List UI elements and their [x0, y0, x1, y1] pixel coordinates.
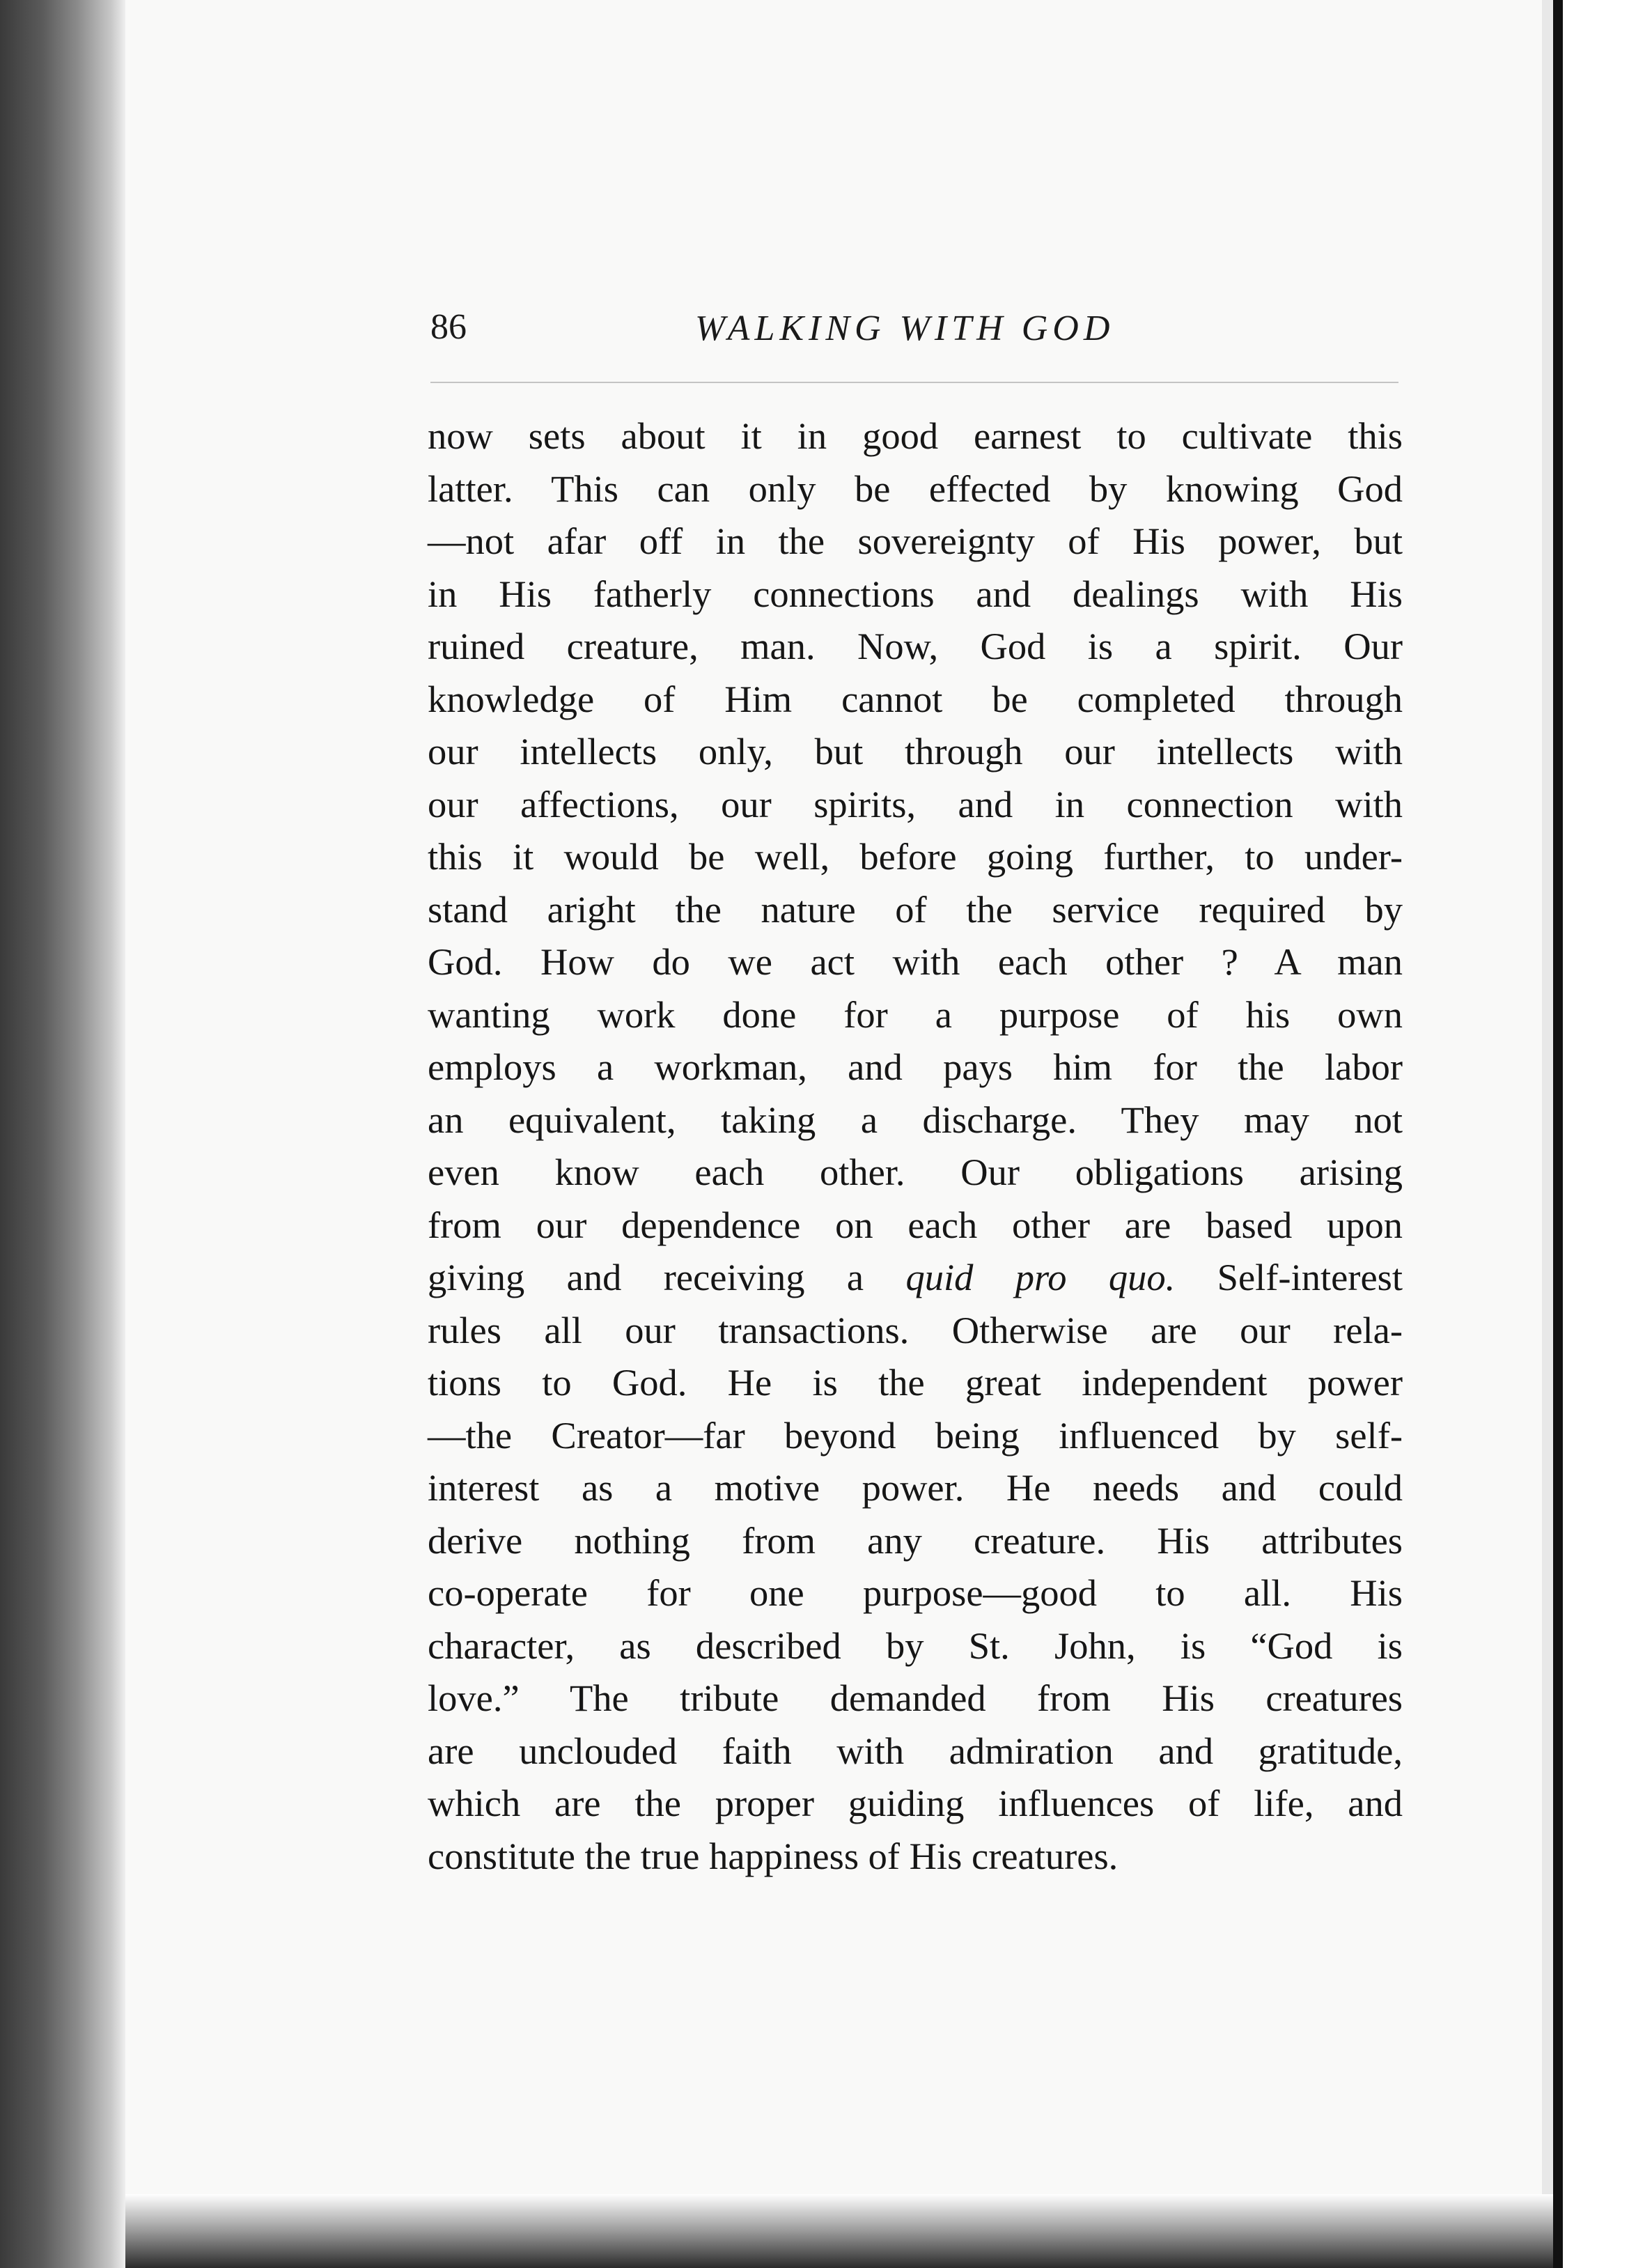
text-line: rules all our transactions. Otherwise are our rela-: [428, 1308, 1403, 1351]
book-binding-edge: [0, 0, 125, 2268]
text-line: constitute the true happiness of His creatures.: [428, 1834, 1119, 1877]
text-segment: giving and receiving a: [428, 1256, 864, 1298]
running-title: WALKING WITH GOD: [695, 309, 1115, 348]
text-line: knowledge of Him cannot be completed through: [428, 677, 1403, 720]
body-text: [428, 410, 1403, 1882]
page-header: [430, 306, 1398, 362]
text-line: character, as described by St. John, is “God is: [428, 1624, 1403, 1667]
text-line: —the Creator—far beyond being influenced by self-: [428, 1413, 1403, 1457]
text-line: which are the proper guiding influences of life, and: [428, 1782, 1403, 1824]
text-line: from our dependence on each other are based upon: [428, 1203, 1403, 1246]
text-line: our affections, our spirits, and in connection with: [428, 782, 1403, 825]
text-line: ruined creature, man. Now, God is a spirit. Our: [428, 625, 1403, 667]
text-line: this it would be well, before going further, to under-: [428, 835, 1403, 878]
header-rule: [430, 382, 1398, 383]
text-line: God. How do we act with each other ? A man: [428, 940, 1403, 983]
text-line: are unclouded faith with admiration and gratitude,: [428, 1729, 1403, 1772]
page-bottom-shadow: [125, 2194, 1553, 2268]
text-line: latter. This can only be effected by knowing God: [428, 467, 1403, 510]
text-line: tions to God. He is the great independent power: [428, 1361, 1403, 1404]
page-number: 86: [430, 307, 467, 347]
adjacent-page-edge: [1542, 0, 1553, 2268]
text-line: stand aright the nature of the service required by: [428, 887, 1403, 931]
text-line: an equivalent, taking a discharge. They may not: [428, 1098, 1403, 1141]
text-line: interest as a motive power. He needs and could: [428, 1466, 1403, 1509]
text-line: even know each other. Our obligations arising: [428, 1151, 1403, 1193]
book-spine-shadow: [1553, 0, 1563, 2268]
text-line: now sets about it in good earnest to cultivate this: [428, 414, 1403, 457]
text-line: in His fatherly connections and dealings with His: [428, 572, 1403, 615]
text-line: love.” The tribute demanded from His creatures: [428, 1677, 1403, 1719]
text-line: co-operate for one purpose—good to all. His: [428, 1571, 1403, 1614]
text-line: —not afar off in the sovereignty of His power, but: [428, 520, 1403, 562]
text-line-with-italic: [428, 1251, 1403, 1304]
text-line: our intellects only, but through our intellects with: [428, 730, 1403, 772]
text-line: wanting work done for a purpose of his own: [428, 993, 1403, 1036]
text-segment: Self-interest: [1175, 1256, 1403, 1298]
text-line: employs a workman, and pays him for the labor: [428, 1046, 1403, 1088]
italic-phrase: quid pro quo.: [905, 1256, 1176, 1298]
text-line: derive nothing from any creature. His attributes: [428, 1519, 1403, 1562]
